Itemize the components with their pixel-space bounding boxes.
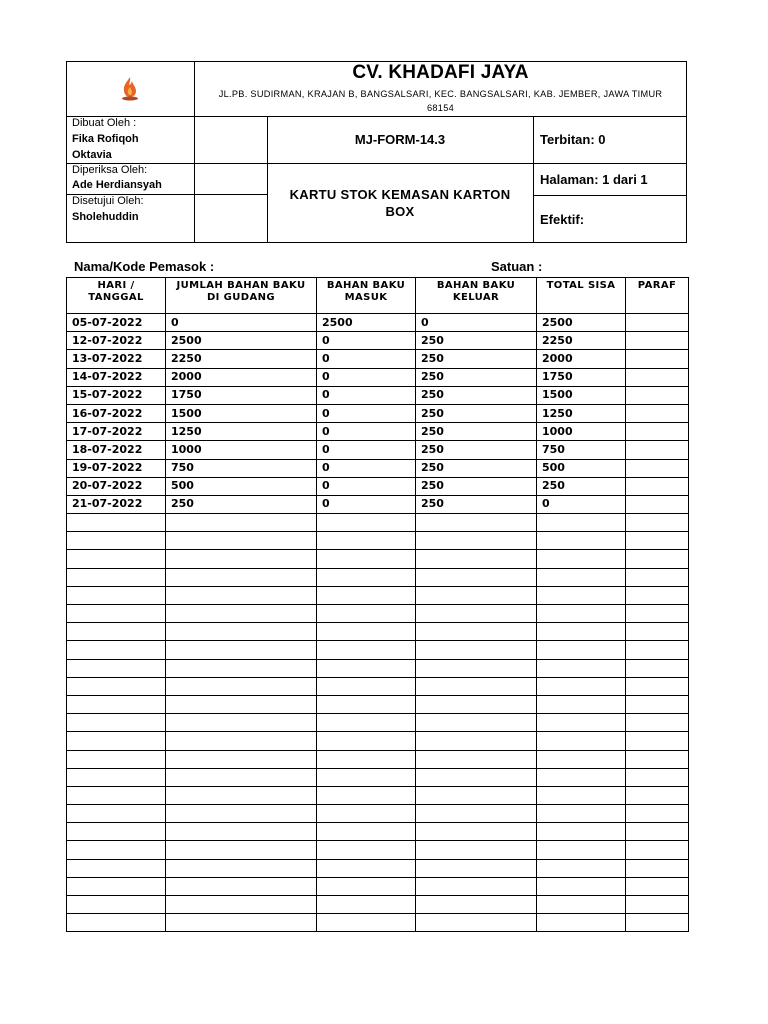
table-cell	[537, 786, 626, 804]
table-cell	[416, 914, 537, 932]
table-cell	[626, 332, 689, 350]
table-cell	[166, 732, 317, 750]
table-cell: 0	[317, 368, 416, 386]
table-row	[67, 695, 689, 713]
table-row	[67, 859, 689, 877]
table-cell	[166, 841, 317, 859]
table-cell: 0	[317, 350, 416, 368]
table-cell	[626, 750, 689, 768]
table-cell	[166, 605, 317, 623]
table-row	[67, 786, 689, 804]
table-cell	[67, 550, 166, 568]
table-cell	[626, 314, 689, 332]
table-cell: 250	[416, 368, 537, 386]
table-cell	[416, 732, 537, 750]
table-cell	[317, 514, 416, 532]
table-cell: 0	[317, 423, 416, 441]
table-cell	[626, 677, 689, 695]
table-cell	[416, 786, 537, 804]
table-cell	[537, 859, 626, 877]
table-row	[67, 768, 689, 786]
table-cell: 15-07-2022	[67, 386, 166, 404]
table-cell: 2500	[166, 332, 317, 350]
table-row	[67, 805, 689, 823]
document-title-line: BOX	[385, 204, 415, 219]
table-row	[67, 459, 689, 477]
table-cell	[537, 750, 626, 768]
table-cell	[626, 350, 689, 368]
table-cell: 250	[416, 423, 537, 441]
table-cell	[166, 750, 317, 768]
table-cell	[67, 841, 166, 859]
table-cell	[626, 550, 689, 568]
table-cell	[626, 641, 689, 659]
table-cell	[416, 677, 537, 695]
table-cell	[626, 695, 689, 713]
table-cell	[537, 714, 626, 732]
table-cell	[317, 896, 416, 914]
table-cell: 250	[416, 350, 537, 368]
table-cell: 250	[416, 404, 537, 422]
table-cell	[317, 877, 416, 895]
table-cell: 20-07-2022	[67, 477, 166, 495]
table-cell	[537, 914, 626, 932]
table-cell	[626, 659, 689, 677]
table-cell	[416, 695, 537, 713]
table-cell	[317, 750, 416, 768]
table-row	[67, 386, 689, 404]
header-divider	[267, 163, 687, 164]
dibuat-label: Dibuat Oleh :	[72, 117, 137, 129]
table-cell: 250	[416, 477, 537, 495]
table-cell	[416, 514, 537, 532]
table-cell	[626, 459, 689, 477]
table-cell	[537, 695, 626, 713]
table-cell	[67, 914, 166, 932]
table-cell	[67, 732, 166, 750]
table-cell	[626, 623, 689, 641]
table-row	[67, 495, 689, 513]
column-header	[626, 278, 689, 314]
column-header-line: JUMLAH BAHAN BAKU	[176, 280, 306, 291]
table-row	[67, 350, 689, 368]
table-cell	[166, 641, 317, 659]
address-line: JL.PB. SUDIRMAN, KRAJAN B, BANGSALSARI, KEC. BANGSALSARI, KAB. JEMBER, JAWA TIMUR	[218, 89, 663, 99]
table-cell	[537, 823, 626, 841]
table-row	[67, 568, 689, 586]
table-cell: 0	[166, 314, 317, 332]
table-cell	[537, 623, 626, 641]
table-row	[67, 877, 689, 895]
table-cell	[416, 768, 537, 786]
table-row	[67, 677, 689, 695]
document-title	[267, 186, 533, 220]
table-row	[67, 314, 689, 332]
column-header-line: DI GUDANG	[206, 292, 276, 303]
diperiksa-name: Ade Herdiansyah	[72, 179, 162, 191]
table-cell: 250	[416, 459, 537, 477]
table-cell: 750	[166, 459, 317, 477]
table-cell	[626, 368, 689, 386]
table-cell: 250	[416, 332, 537, 350]
table-cell	[416, 750, 537, 768]
header-divider	[533, 116, 534, 243]
table-cell	[626, 732, 689, 750]
table-cell: 12-07-2022	[67, 332, 166, 350]
table-cell	[67, 532, 166, 550]
table-cell	[317, 532, 416, 550]
table-cell	[317, 677, 416, 695]
table-cell	[317, 641, 416, 659]
dibuat-name-line: Fika Rofiqoh	[72, 133, 139, 145]
table-cell	[537, 514, 626, 532]
table-cell: 1250	[537, 404, 626, 422]
table-cell	[626, 477, 689, 495]
table-cell: 250	[166, 495, 317, 513]
table-cell	[166, 914, 317, 932]
table-cell	[166, 768, 317, 786]
table-cell	[67, 786, 166, 804]
table-cell	[166, 532, 317, 550]
column-header-line: PARAF	[637, 280, 677, 291]
table-cell: 0	[416, 314, 537, 332]
table-cell	[166, 695, 317, 713]
table-cell	[166, 896, 317, 914]
table-cell: 1500	[537, 386, 626, 404]
table-row	[67, 423, 689, 441]
table-cell	[166, 514, 317, 532]
table-cell: 17-07-2022	[67, 423, 166, 441]
table-row	[67, 514, 689, 532]
table-cell	[626, 586, 689, 604]
table-cell	[537, 550, 626, 568]
table-cell	[626, 532, 689, 550]
table-cell	[416, 568, 537, 586]
table-cell	[626, 805, 689, 823]
header-divider	[194, 61, 195, 243]
table-cell	[317, 586, 416, 604]
table-cell	[166, 623, 317, 641]
table-cell: 0	[317, 332, 416, 350]
table-row	[67, 332, 689, 350]
table-cell	[626, 568, 689, 586]
table-row	[67, 914, 689, 932]
table-cell	[67, 714, 166, 732]
column-header-line: TOTAL SISA	[546, 280, 616, 291]
disetujui-label: Disetujui Oleh:	[72, 195, 144, 207]
table-body	[67, 314, 689, 932]
table-cell	[416, 623, 537, 641]
column-header	[67, 278, 166, 314]
table-cell	[67, 877, 166, 895]
table-cell	[317, 805, 416, 823]
table-cell	[67, 768, 166, 786]
table-cell	[317, 623, 416, 641]
table-row	[67, 659, 689, 677]
table-cell: 0	[317, 386, 416, 404]
table-cell	[537, 641, 626, 659]
table-cell	[537, 568, 626, 586]
table-row	[67, 896, 689, 914]
table-cell	[67, 750, 166, 768]
table-cell	[416, 659, 537, 677]
table-cell: 1000	[537, 423, 626, 441]
table-cell	[537, 532, 626, 550]
table-row	[67, 532, 689, 550]
table-cell: 2250	[166, 350, 317, 368]
table-cell: 14-07-2022	[67, 368, 166, 386]
table-cell: 0	[317, 404, 416, 422]
column-header	[537, 278, 626, 314]
table-cell	[416, 823, 537, 841]
table-cell	[317, 659, 416, 677]
table-cell	[166, 568, 317, 586]
table-cell	[67, 641, 166, 659]
table-cell	[67, 677, 166, 695]
table-cell: 05-07-2022	[67, 314, 166, 332]
table-cell	[317, 841, 416, 859]
table-cell	[416, 550, 537, 568]
table-cell	[317, 914, 416, 932]
dibuat-name-line: Oktavia	[72, 149, 112, 161]
table-cell	[537, 841, 626, 859]
table-row	[67, 550, 689, 568]
table-cell	[416, 586, 537, 604]
table-cell	[537, 732, 626, 750]
table-cell	[537, 805, 626, 823]
table-cell	[166, 859, 317, 877]
table-cell: 250	[537, 477, 626, 495]
column-header-line: MASUK	[344, 292, 388, 303]
table-cell	[317, 786, 416, 804]
table-cell: 2000	[166, 368, 317, 386]
table-cell: 2500	[537, 314, 626, 332]
table-cell: 0	[317, 477, 416, 495]
column-header	[416, 278, 537, 314]
table-row	[67, 732, 689, 750]
table-cell	[166, 714, 317, 732]
table-cell: 2250	[537, 332, 626, 350]
address-postcode: 68154	[426, 103, 455, 113]
table-cell	[166, 786, 317, 804]
header-divider	[533, 195, 687, 196]
table-cell	[416, 641, 537, 659]
table-cell: 1250	[166, 423, 317, 441]
table-cell	[67, 859, 166, 877]
stock-table	[66, 277, 689, 932]
table-cell	[626, 714, 689, 732]
table-row	[67, 714, 689, 732]
table-row	[67, 404, 689, 422]
table-cell: 1750	[537, 368, 626, 386]
table-cell	[166, 550, 317, 568]
table-cell: 0	[537, 495, 626, 513]
table-cell	[537, 896, 626, 914]
company-address	[198, 87, 683, 115]
table-cell	[416, 896, 537, 914]
table-row	[67, 586, 689, 604]
table-cell	[67, 605, 166, 623]
table-cell	[537, 586, 626, 604]
table-cell: 0	[317, 459, 416, 477]
column-header-line: HARI /	[97, 280, 135, 291]
table-row	[67, 841, 689, 859]
table-cell	[317, 714, 416, 732]
table-cell	[537, 877, 626, 895]
table-cell	[416, 532, 537, 550]
terbitan: Terbitan: 0	[540, 132, 606, 147]
table-cell: 750	[537, 441, 626, 459]
table-cell	[626, 386, 689, 404]
table-cell	[317, 568, 416, 586]
table-cell	[67, 695, 166, 713]
table-cell	[166, 677, 317, 695]
table-cell	[416, 841, 537, 859]
header-divider	[66, 116, 687, 117]
table-cell	[626, 605, 689, 623]
company-name: CV. KHADAFI JAYA	[352, 62, 529, 83]
table-cell	[626, 495, 689, 513]
table-cell: 250	[416, 495, 537, 513]
table-cell	[317, 695, 416, 713]
table-cell: 18-07-2022	[67, 441, 166, 459]
table-cell: 500	[166, 477, 317, 495]
table-cell	[626, 823, 689, 841]
table-cell	[416, 605, 537, 623]
table-cell	[317, 732, 416, 750]
table-cell: 250	[416, 441, 537, 459]
table-cell	[626, 404, 689, 422]
column-header	[166, 278, 317, 314]
table-cell	[317, 605, 416, 623]
table-cell: 250	[416, 386, 537, 404]
disetujui-name: Sholehuddin	[72, 211, 139, 223]
table-cell	[537, 768, 626, 786]
table-cell	[67, 514, 166, 532]
table-cell	[626, 859, 689, 877]
table-cell	[626, 841, 689, 859]
column-header	[317, 278, 416, 314]
column-header-line: KELUAR	[452, 292, 500, 303]
table-cell	[537, 659, 626, 677]
table-cell: 1000	[166, 441, 317, 459]
table-row	[67, 477, 689, 495]
table-cell	[67, 896, 166, 914]
table-cell	[67, 659, 166, 677]
satuan-label: Satuan :	[491, 259, 543, 274]
table-cell	[537, 677, 626, 695]
table-cell	[166, 877, 317, 895]
table-cell	[166, 823, 317, 841]
table-row	[67, 605, 689, 623]
table-cell	[416, 714, 537, 732]
table-cell	[166, 659, 317, 677]
column-header-line: BAHAN BAKU	[436, 280, 516, 291]
table-cell: 500	[537, 459, 626, 477]
table-cell: 0	[317, 495, 416, 513]
table-cell	[626, 896, 689, 914]
table-cell	[626, 441, 689, 459]
table-row	[67, 641, 689, 659]
table-cell	[317, 768, 416, 786]
table-cell: 2000	[537, 350, 626, 368]
table-cell: 16-07-2022	[67, 404, 166, 422]
table-cell	[317, 823, 416, 841]
table-cell	[416, 805, 537, 823]
table-cell	[626, 514, 689, 532]
halaman: Halaman: 1 dari 1	[540, 172, 648, 187]
table-row	[67, 750, 689, 768]
table-row	[67, 368, 689, 386]
table-cell: 19-07-2022	[67, 459, 166, 477]
column-header-line: BAHAN BAKU	[326, 280, 406, 291]
table-row	[67, 823, 689, 841]
table-cell	[537, 605, 626, 623]
table-cell: 2500	[317, 314, 416, 332]
table-cell	[416, 859, 537, 877]
table-cell: 13-07-2022	[67, 350, 166, 368]
table-cell	[626, 423, 689, 441]
table-cell	[67, 568, 166, 586]
diperiksa-label: Diperiksa Oleh:	[72, 164, 148, 176]
form-code: MJ-FORM-14.3	[354, 132, 446, 147]
table-cell	[67, 805, 166, 823]
table-cell	[626, 914, 689, 932]
table-cell: 0	[317, 441, 416, 459]
table-cell	[626, 786, 689, 804]
column-header-line: TANGGAL	[88, 292, 144, 303]
table-cell	[166, 586, 317, 604]
table-cell: 1500	[166, 404, 317, 422]
table-row	[67, 441, 689, 459]
document-title-line: KARTU STOK KEMASAN KARTON	[289, 187, 511, 202]
table-cell	[67, 586, 166, 604]
table-cell	[317, 859, 416, 877]
table-cell	[166, 805, 317, 823]
flame-logo-icon	[118, 76, 142, 102]
table-cell	[67, 623, 166, 641]
table-cell	[317, 550, 416, 568]
table-header-row	[67, 278, 689, 314]
dibuat-name	[72, 131, 139, 163]
table-cell: 1750	[166, 386, 317, 404]
table-cell	[626, 877, 689, 895]
table-cell: 21-07-2022	[67, 495, 166, 513]
table-cell	[67, 823, 166, 841]
pemasok-label: Nama/Kode Pemasok :	[74, 259, 215, 274]
table-cell	[416, 877, 537, 895]
efektif: Efektif:	[540, 212, 585, 227]
table-cell	[626, 768, 689, 786]
table-row	[67, 623, 689, 641]
